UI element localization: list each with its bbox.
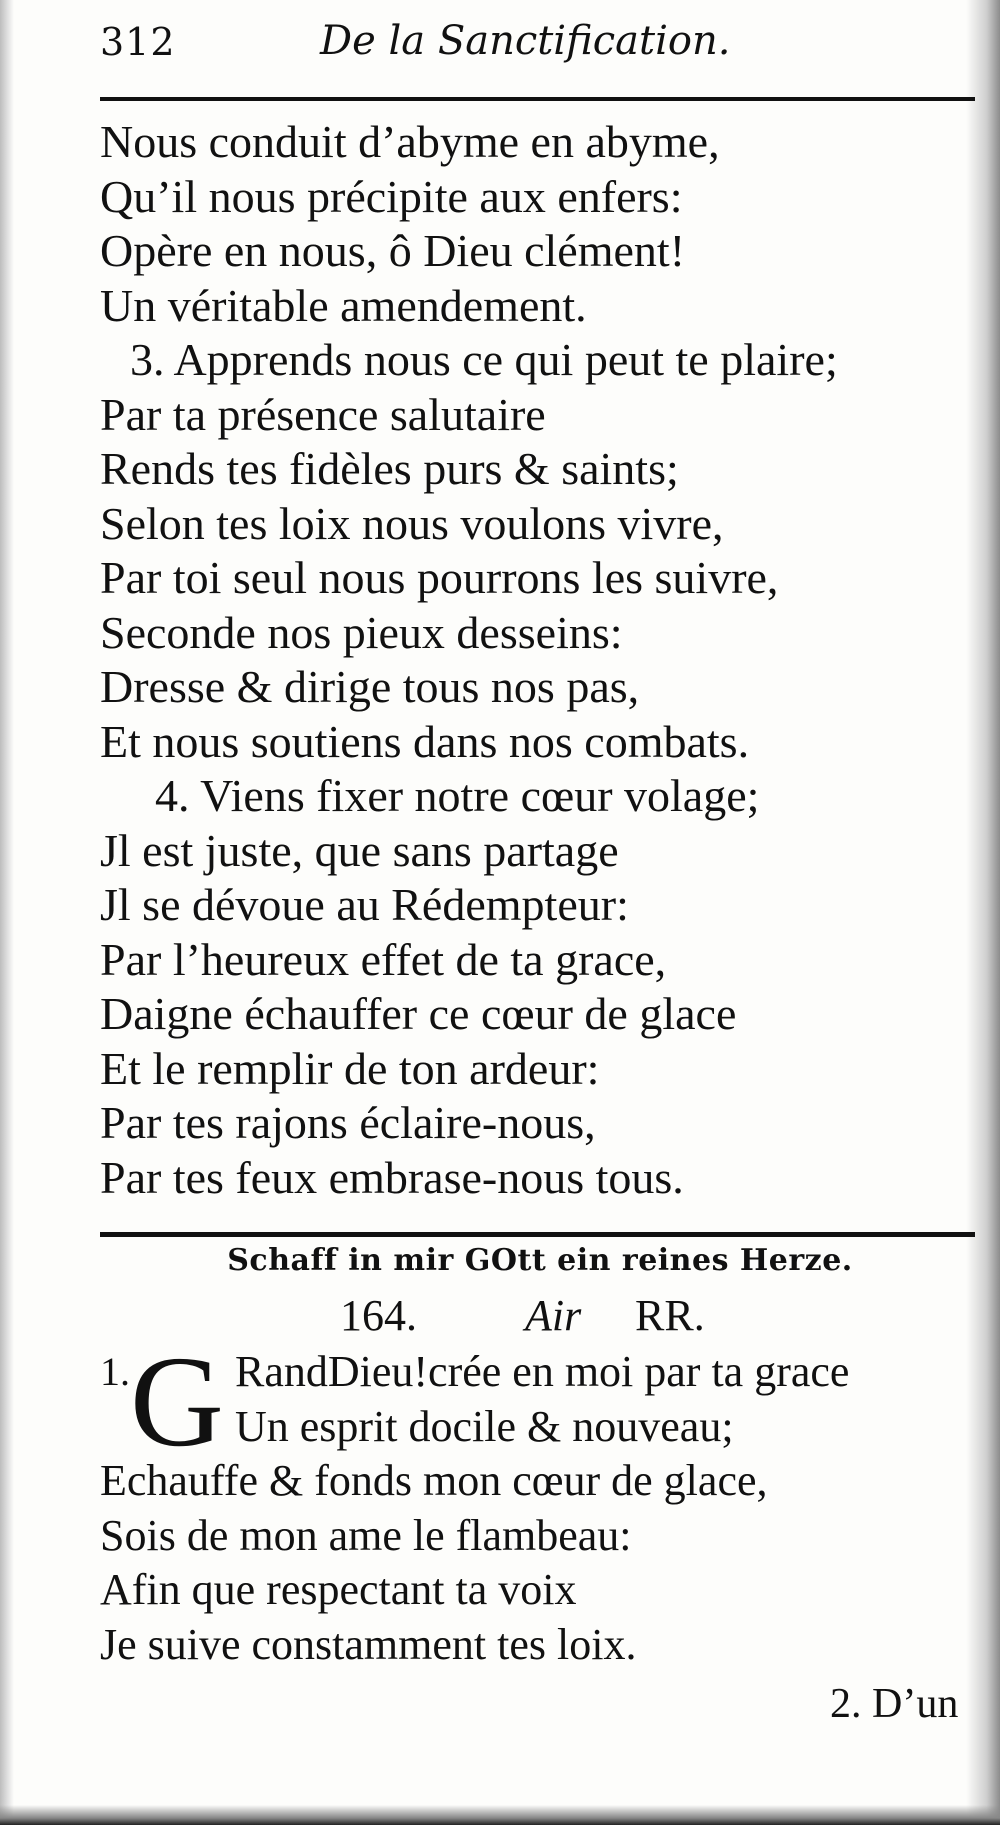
section-rule <box>100 1232 975 1237</box>
catchword: 2. D’un <box>830 1681 959 1727</box>
verse-line: Par ta présence salutaire <box>100 388 546 440</box>
running-head: De la Sanctification. <box>320 18 731 64</box>
verse-line: Par l’heureux effet de ta grace, <box>100 933 667 985</box>
verse-line: Par tes feux embrase-nous tous. <box>100 1151 684 1203</box>
verse-line: Par tes rajons éclaire-nous, <box>100 1097 596 1148</box>
page-number: 312 <box>100 20 176 64</box>
verse-line: Selon tes loix nous voulons vivre, <box>100 497 724 549</box>
verse-line: Et le remplir de ton ardeur: <box>100 1042 600 1094</box>
hymn-lines <box>100 1454 768 1672</box>
verse-line: Dresse & dirige tous nos pas, <box>100 661 640 712</box>
verse-line: Afin que respectant ta voix <box>100 1565 577 1614</box>
verse-line: Echauffe & fonds mon cœur de glace, <box>100 1456 768 1505</box>
german-hymn-title: Schaff in mir GOtt ein reines Herze. <box>227 1243 853 1278</box>
verse-line: Nous conduit d’abyme en abyme, <box>100 116 720 167</box>
header-rule <box>100 97 975 101</box>
drop-cap-lines <box>235 1345 849 1454</box>
verse-block-top <box>100 115 980 1205</box>
verse-line: Seconde nos pieux desseins: <box>100 606 623 658</box>
stanza-number: 1. <box>100 1349 130 1394</box>
verse-line: RandDieu!crée en moi par ta grace <box>235 1347 850 1396</box>
scan-edge-bottom <box>0 1805 1000 1825</box>
page-header <box>100 14 960 84</box>
verse-line: Un esprit docile & nouveau; <box>235 1401 734 1451</box>
drop-cap: G <box>130 1330 224 1474</box>
stanza-start-line: 4. Viens fixer notre cœur volage; <box>155 770 760 821</box>
verse-line: Jl se dévoue au Rédempteur: <box>100 879 629 930</box>
air-label: Air <box>525 1291 582 1340</box>
scan-edge-left <box>0 0 14 1825</box>
verse-line: Sois de mon ame le flambeau: <box>100 1510 632 1560</box>
verse-line: Je suive constamment tes loix. <box>100 1619 637 1669</box>
verse-line: Et nous soutiens dans nos combats. <box>100 715 750 767</box>
verse-line: Un véritable amendement. <box>100 279 587 331</box>
verse-line: Par toi seul nous pourrons les suivre, <box>100 552 779 603</box>
verse-line: Daigne échauffer ce cœur de glace <box>100 988 737 1039</box>
verse-line: Qu’il nous précipite aux enfers: <box>100 170 683 222</box>
verse-line: Jl est juste, que sans partage <box>100 824 619 876</box>
verse-line: Rends tes fidèles purs & saints; <box>100 443 679 494</box>
verse-line: Opère en nous, ô Dieu clément! <box>100 225 686 276</box>
air-code: RR. <box>635 1291 705 1340</box>
hymn-number: 164. <box>340 1291 417 1340</box>
stanza-start-line: 3. Apprends nous ce qui peut te plaire; <box>130 334 838 385</box>
